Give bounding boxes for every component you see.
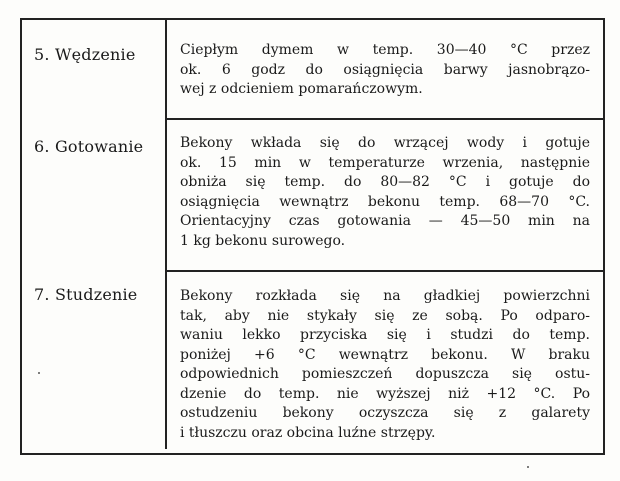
table-column-divider [165, 18, 167, 449]
text-line: wej z odcieniem pomarańczowym. [180, 81, 423, 97]
row-description-wedzenie [180, 41, 590, 100]
table-top-border [20, 18, 604, 20]
text-line: ok. 6 godz do osiągnięcia barwy jasnobrązo- [180, 61, 590, 78]
text-line: poniżej +6 °C wewnątrz bekonu. W braku [180, 346, 590, 363]
text-line: ostudzeniu bekony oczyszcza się z galarety [180, 405, 590, 421]
row-label-wedzenie: 5. Wędzenie [34, 45, 136, 64]
row-description-gotowanie [180, 134, 590, 251]
table-bottom-border [20, 453, 604, 455]
text-line: Ciepłym dymem w temp. 30—40 °C przez [180, 42, 590, 58]
print-speck [38, 372, 40, 374]
text-line: dzenie do temp. nie wyższej niż +12 °C. Po [180, 385, 590, 402]
row-description-studzenie [180, 287, 590, 443]
row-label-gotowanie: 6. Gotowanie [34, 137, 144, 156]
row-divider-1 [165, 118, 604, 120]
text-line: tak, aby nie stykały się ze sobą. Po odparo- [180, 307, 590, 324]
table-right-border [603, 18, 605, 455]
table-left-border [20, 18, 22, 455]
print-speck [527, 466, 529, 468]
text-line: obniża się temp. do 80—82 °C i gotuje do [180, 174, 590, 190]
row-divider-2 [165, 270, 604, 272]
row-label-studzenie: 7. Studzenie [34, 285, 138, 304]
text-line: waniu lekko przyciska się i studzi do temp. [180, 327, 590, 343]
text-line: i tłuszczu oraz obcina luźne strzępy. [180, 424, 436, 441]
text-line: Bekony rozkłada się na gładkiej powierzchni [180, 288, 590, 304]
text-line: 1 kg bekonu surowego. [180, 232, 346, 249]
text-line: Bekony wkłada się do wrzącej wody i gotuje [180, 135, 590, 151]
text-line: Orientacyjny czas gotowania — 45—50 min na [180, 213, 590, 229]
text-line: osiągnięcia wewnątrz bekonu temp. 68—70 °C. [180, 193, 590, 210]
text-line: odpowiednich pomieszczeń dopuszcza się ostu- [180, 366, 590, 382]
text-line: ok. 15 min w temperaturze wrzenia, następnie [180, 154, 590, 171]
